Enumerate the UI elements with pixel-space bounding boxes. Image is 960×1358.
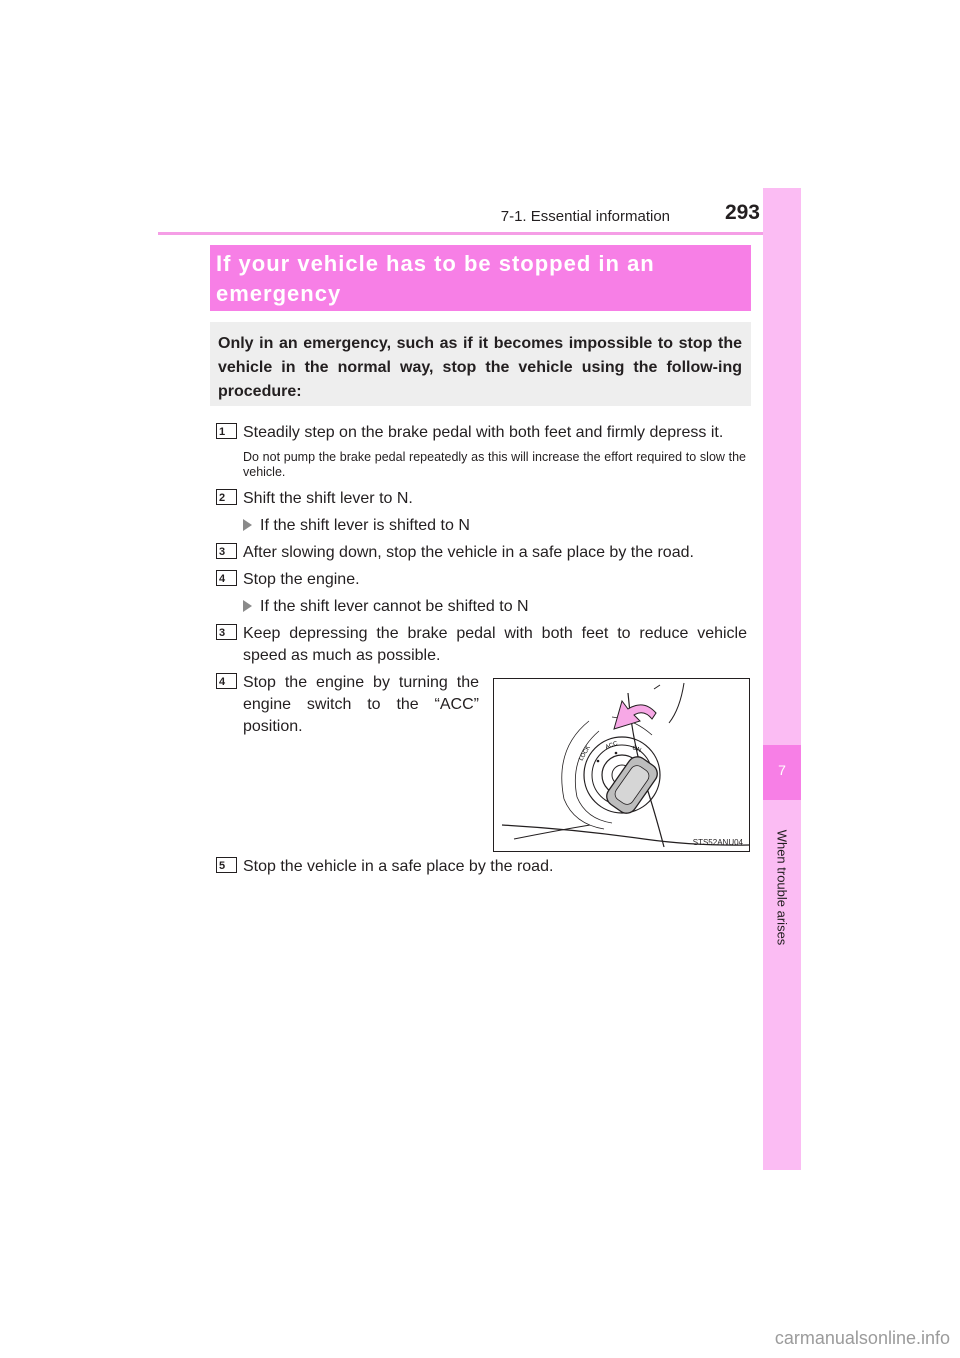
engine-switch-illustration: [493, 678, 750, 852]
figure-code: STS52ANU04: [692, 838, 743, 847]
page-title: [216, 249, 746, 309]
step-text: Shift the shift lever to N.: [243, 490, 413, 507]
chapter-title-text: When trouble arises: [774, 829, 790, 946]
title-banner: [210, 245, 751, 311]
step-text: Steadily step on the brake pedal with both feet and firmly depress it.: [243, 424, 724, 441]
case-heading: [243, 515, 470, 537]
step-badge: 1: [216, 423, 237, 439]
step-text: After slowing down, stop the vehicle in a safe place by the road.: [243, 544, 694, 561]
step-text: Stop the engine.: [243, 571, 360, 588]
step-text: Stop the vehicle in a safe place by the road.: [243, 858, 554, 875]
page-title-line-1: If your vehicle has to be stopped in an: [216, 251, 655, 276]
ignition-key-icon: [494, 679, 749, 851]
step-badge: 3: [216, 624, 237, 640]
chapter-side-tab: [763, 188, 801, 1170]
lock-label: LOCK: [578, 744, 592, 762]
step-note: Do not pump the brake pedal repeatedly as this will increase the effort required to slow the vehicle.: [243, 450, 746, 479]
acc-label: ACC: [604, 740, 619, 751]
step-badge: 5: [216, 857, 237, 873]
footer-watermark: carmanualsonline.info: [774, 1328, 950, 1348]
step-badge: 4: [216, 673, 237, 689]
page-title-line-2: emergency: [216, 281, 342, 306]
step-text: Keep depressing the brake pedal with both feet to reduce vehicle speed as much as possible.: [243, 625, 747, 664]
case-heading-text: If the shift lever cannot be shifted to N: [260, 598, 529, 615]
case-heading: [243, 596, 529, 618]
triangle-arrow-icon: [243, 519, 252, 531]
case-heading-text: If the shift lever is shifted to N: [260, 517, 470, 534]
triangle-arrow-icon: [243, 600, 252, 612]
chapter-number: 7: [778, 762, 786, 778]
intro-text: Only in an emergency, such as if it becomes impossible to stop the vehicle in the normal way, stop the vehicle using the follow-ing procedure:: [218, 335, 742, 400]
step-badge: 2: [216, 489, 237, 505]
step-badge: 3: [216, 543, 237, 559]
section-label: 7-1. Essential information: [500, 208, 670, 225]
on-label: ON: [631, 745, 642, 754]
intro-box: [210, 322, 751, 406]
header-rule: [158, 232, 801, 235]
step-text: Stop the engine by turning the engine switch to the “ACC” position.: [243, 674, 479, 735]
page-number: 293: [724, 201, 760, 224]
chapter-title: [762, 812, 802, 962]
step-badge: 4: [216, 570, 237, 586]
